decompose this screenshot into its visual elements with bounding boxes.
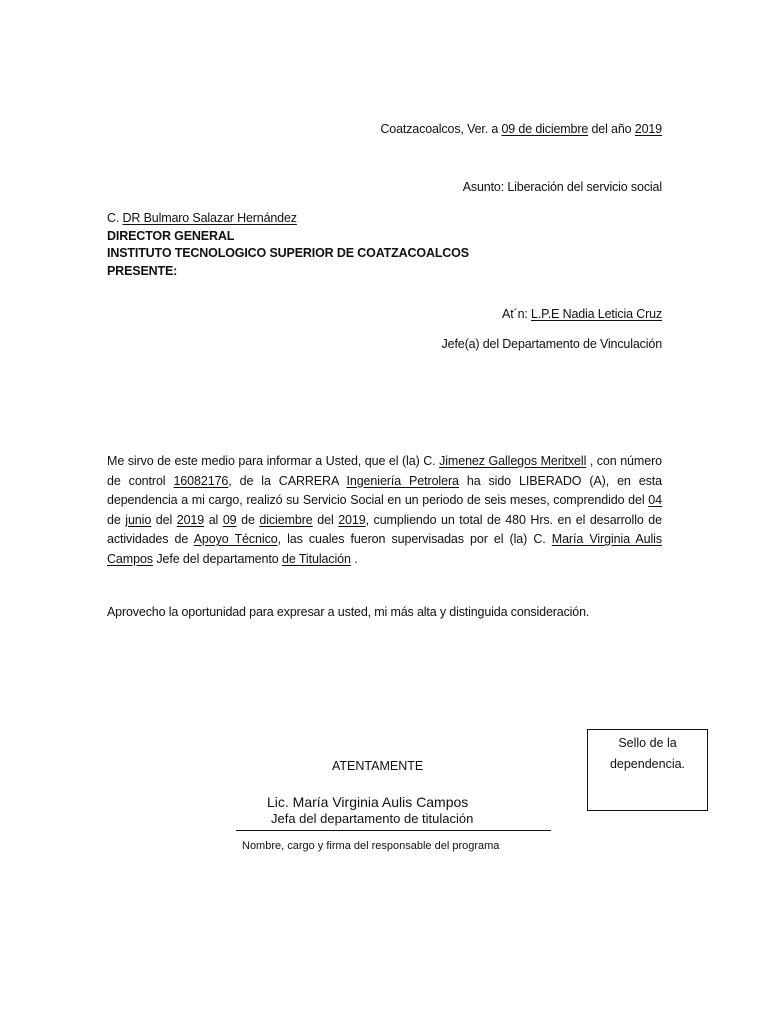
body-text: , cumpliendo un total de 480 Hrs. en el desarrollo de actividades de [107,512,662,546]
body-text: del [312,512,339,527]
place-prefix: Coatzacoalcos, Ver. a [380,122,502,136]
addressee-position: DIRECTOR GENERAL [107,228,235,243]
body-text: al [204,512,223,527]
attention-name: L.P.E Nadia Leticia Cruz [531,307,662,321]
date-line [380,122,662,136]
end-year: 2019 [338,512,366,527]
body-text: del [151,512,177,527]
stamp-line-1: Sello de la [618,736,677,750]
date-year: 2019 [634,122,662,136]
addressee-prefix: C. [107,211,123,225]
addressee-institution: INSTITUTO TECNOLOGICO SUPERIOR DE COATZACOALCOS [107,246,469,260]
start-month: junio [125,512,152,527]
attention-role: Jefe(a) del Departamento de Vinculación [441,337,662,351]
addressee-presente: PRESENTE: [107,263,178,278]
subject-line: Asunto: Liberación del servicio social [462,180,662,194]
atentamente: ATENTAMENTE [332,759,424,773]
stamp-line-2: dependencia. [609,757,686,771]
end-month: diciembre [259,512,313,527]
signature-line [236,830,551,831]
stamp-box [587,729,708,811]
body-text: Jefe del departamento [152,551,282,566]
start-year: 2019 [176,512,205,527]
closing-line: Aprovecho la oportunidad para expresar a usted, mi más alta y distinguida consideración. [107,605,590,619]
end-day: 09 [222,512,237,527]
body-text: de [236,512,260,527]
body-text: , con número de control [107,454,662,488]
signer-title: Jefa del departamento de titulación [271,811,474,826]
body-text: . [350,551,358,566]
addressee-name: DR Bulmaro Salazar Hernández [122,211,297,225]
body-text: , de la CARRERA [228,473,347,488]
date-day-month: 09 de diciembre [501,122,589,136]
addressee-name-line [107,210,469,228]
student-name: Jimenez Gallegos Meritxell [439,454,587,468]
body-text: Me sirvo de este medio para informar a Usted, que el (la) C. [107,454,440,468]
body-text: , las cuales fueron supervisadas por el (la) C. [277,532,552,546]
body-text: ha sido LIBERADO (A), en esta dependencia a mi cargo, realizó su Servicio Social en un periodo de seis meses, comprendido del [107,473,662,507]
attention-line [502,307,662,321]
year-prefix: del año [588,122,635,136]
career: Ingeniería Petrolera [346,473,459,488]
signature-caption: Nombre, cargo y firma del responsable del programa [242,840,500,852]
attention-prefix: At´n: [502,307,532,321]
start-day: 04 [648,493,662,507]
signer-name: Lic. María Virginia Aulis Campos [267,794,469,810]
body-paragraph [107,452,662,569]
body-text: de [107,512,126,527]
activity: Apoyo Técnico [193,532,278,546]
department: de Titulación [282,551,351,566]
supervisor-name: María Virginia Aulis Campos [107,532,662,566]
control-number: 16082176 [173,473,229,488]
addressee-block [107,210,469,280]
